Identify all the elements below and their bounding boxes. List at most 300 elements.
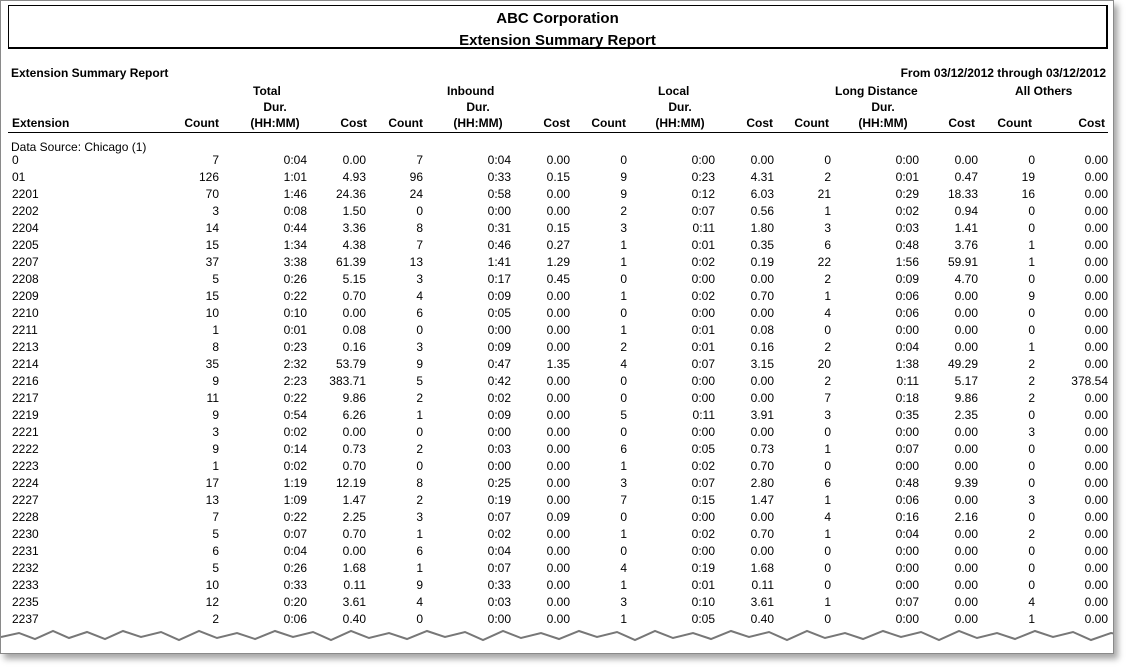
cell-others-count: 0 [1028, 272, 1035, 286]
table-row [8, 475, 1108, 492]
cell-inbound-dur: 0:04 [487, 544, 511, 558]
cell-total-dur: 0:06 [283, 612, 307, 626]
cell-total-cost: 0.70 [342, 527, 366, 541]
table-row [8, 577, 1108, 594]
cell-local-dur: 0:00 [691, 306, 715, 320]
col-ld-dur-top: Dur. [871, 100, 895, 114]
cell-others-count: 4 [1028, 595, 1035, 609]
cell-ld-count: 22 [817, 255, 831, 269]
cell-total-count: 8 [212, 340, 219, 354]
table-row [8, 237, 1108, 254]
cell-total-count: 5 [212, 527, 219, 541]
cell-total-cost: 383.71 [329, 374, 366, 388]
cell-others-count: 3 [1028, 493, 1035, 507]
cell-local-count: 9 [620, 170, 627, 184]
cell-ld-count: 1 [824, 204, 831, 218]
cell-ld-dur: 0:00 [895, 561, 919, 575]
cell-inbound-dur: 0:31 [487, 221, 511, 235]
cell-inbound-count: 3 [416, 510, 423, 524]
cell-local-count: 4 [620, 357, 627, 371]
cell-total-dur: 0:23 [283, 340, 307, 354]
col-inbound-count: Count [388, 116, 423, 130]
cell-inbound-count: 9 [416, 578, 423, 592]
table-row [8, 373, 1108, 390]
cell-local-cost: 2.80 [750, 476, 774, 490]
cell-inbound-cost: 0.00 [546, 187, 570, 201]
cell-ld-count: 3 [824, 221, 831, 235]
cell-extension: 2222 [12, 442, 39, 456]
cell-extension: 2202 [12, 204, 39, 218]
cell-ld-dur: 0:00 [895, 323, 919, 337]
cell-extension: 2235 [12, 595, 39, 609]
cell-total-dur: 0:07 [283, 527, 307, 541]
cell-local-cost: 4.31 [750, 170, 774, 184]
cell-ld-dur: 0:35 [895, 408, 919, 422]
cell-inbound-count: 4 [416, 289, 423, 303]
cell-others-cost: 0.00 [1084, 510, 1108, 524]
cell-inbound-cost: 0.00 [546, 289, 570, 303]
cell-extension: 2227 [12, 493, 39, 507]
cell-inbound-count: 8 [416, 221, 423, 235]
cell-inbound-dur: 0:33 [487, 578, 511, 592]
cell-total-count: 9 [212, 442, 219, 456]
cell-total-cost: 0.70 [342, 289, 366, 303]
cell-ld-cost: 4.70 [954, 272, 978, 286]
cell-total-dur: 0:44 [283, 221, 307, 235]
cell-ld-dur: 0:02 [895, 204, 919, 218]
cell-inbound-cost: 0.00 [546, 323, 570, 337]
col-others-cost: Cost [1078, 116, 1105, 130]
cell-local-count: 4 [620, 561, 627, 575]
cell-ld-cost: 5.17 [954, 374, 978, 388]
cell-ld-cost: 0.00 [954, 153, 978, 167]
cell-ld-cost: 0.00 [954, 289, 978, 303]
report-title-box [8, 5, 1108, 49]
cell-inbound-cost: 0.00 [546, 561, 570, 575]
cell-local-cost: 0.40 [750, 612, 774, 626]
cell-total-dur: 1:46 [283, 187, 307, 201]
cell-ld-dur: 0:04 [895, 527, 919, 541]
cell-ld-cost: 2.16 [954, 510, 978, 524]
cell-total-cost: 1.50 [342, 204, 366, 218]
cell-local-cost: 0.35 [750, 238, 774, 252]
cell-local-cost: 0.00 [750, 425, 774, 439]
table-row [8, 169, 1108, 186]
cell-local-dur: 0:00 [691, 544, 715, 558]
table-row [8, 594, 1108, 611]
col-ld-cost: Cost [948, 116, 975, 130]
cell-total-count: 10 [205, 306, 219, 320]
cell-inbound-count: 6 [416, 544, 423, 558]
cell-local-cost: 1.80 [750, 221, 774, 235]
cell-local-count: 0 [620, 153, 627, 167]
cell-inbound-cost: 0.00 [546, 340, 570, 354]
cell-local-count: 1 [620, 612, 627, 626]
report-subtitle: Extension Summary Report [11, 66, 169, 80]
cell-others-cost: 0.00 [1084, 323, 1108, 337]
cell-local-dur: 0:00 [691, 374, 715, 388]
cell-extension: 2230 [12, 527, 39, 541]
cell-inbound-dur: 0:09 [487, 408, 511, 422]
cell-others-cost: 0.00 [1084, 255, 1108, 269]
cell-total-dur: 0:26 [283, 272, 307, 286]
col-total-dur-top: Dur. [263, 100, 287, 114]
cell-local-cost: 0.00 [750, 272, 774, 286]
cell-inbound-dur: 0:02 [487, 391, 511, 405]
table-row [8, 339, 1108, 356]
table-body [8, 152, 1108, 628]
cell-ld-dur: 0:03 [895, 221, 919, 235]
cell-total-dur: 1:01 [283, 170, 307, 184]
cell-inbound-cost: 0.00 [546, 153, 570, 167]
cell-total-dur: 0:33 [283, 578, 307, 592]
cell-inbound-count: 24 [409, 187, 423, 201]
cell-ld-count: 0 [824, 612, 831, 626]
table-row [8, 152, 1108, 169]
table-row [8, 356, 1108, 373]
cell-local-count: 0 [620, 272, 627, 286]
cell-ld-dur: 1:56 [895, 255, 919, 269]
cell-ld-count: 1 [824, 493, 831, 507]
cell-inbound-count: 7 [416, 238, 423, 252]
cell-inbound-dur: 0:47 [487, 357, 511, 371]
table-row [8, 526, 1108, 543]
cell-extension: 0 [12, 153, 19, 167]
cell-local-cost: 0.00 [750, 544, 774, 558]
cell-inbound-count: 5 [416, 374, 423, 388]
table-row [8, 441, 1108, 458]
col-total-cost: Cost [340, 116, 367, 130]
table-row [8, 305, 1108, 322]
cell-total-cost: 0.00 [342, 544, 366, 558]
cell-ld-dur: 0:06 [895, 289, 919, 303]
col-others-count: Count [997, 116, 1032, 130]
cell-inbound-cost: 0.00 [546, 204, 570, 218]
cell-others-count: 0 [1028, 306, 1035, 320]
cell-ld-dur: 0:00 [895, 425, 919, 439]
cell-ld-dur: 0:00 [895, 153, 919, 167]
cell-local-cost: 6.03 [750, 187, 774, 201]
cell-total-dur: 0:01 [283, 323, 307, 337]
cell-local-count: 1 [620, 323, 627, 337]
cell-local-dur: 0:00 [691, 153, 715, 167]
cell-inbound-dur: 0:33 [487, 170, 511, 184]
cell-inbound-count: 1 [416, 561, 423, 575]
cell-extension: 2210 [12, 306, 39, 320]
cell-extension: 2211 [12, 323, 38, 337]
col-ld-count: Count [794, 116, 829, 130]
table-row [8, 560, 1108, 577]
cell-others-count: 2 [1028, 374, 1035, 388]
cell-total-count: 15 [205, 238, 219, 252]
cell-local-dur: 0:01 [691, 578, 715, 592]
cell-local-dur: 0:15 [691, 493, 715, 507]
cell-local-dur: 0:02 [691, 255, 715, 269]
table-row [8, 407, 1108, 424]
cell-others-count: 0 [1028, 442, 1035, 456]
cell-ld-count: 1 [824, 289, 831, 303]
cell-local-count: 3 [620, 595, 627, 609]
cell-local-count: 0 [620, 510, 627, 524]
cell-others-cost: 0.00 [1084, 204, 1108, 218]
cell-local-count: 0 [620, 544, 627, 558]
cell-inbound-dur: 0:07 [487, 510, 511, 524]
cell-local-dur: 0:00 [691, 425, 715, 439]
cell-total-cost: 3.36 [342, 221, 366, 235]
cell-local-count: 1 [620, 459, 627, 473]
cell-total-dur: 0:22 [283, 289, 307, 303]
cell-inbound-dur: 0:07 [487, 561, 511, 575]
cell-inbound-cost: 0.00 [546, 374, 570, 388]
cell-total-cost: 4.93 [342, 170, 366, 184]
cell-local-dur: 0:05 [691, 612, 715, 626]
col-local-dur: (HH:MM) [655, 116, 705, 130]
cell-ld-count: 6 [824, 238, 831, 252]
cell-total-count: 13 [205, 493, 219, 507]
cell-ld-count: 7 [824, 391, 831, 405]
cell-local-cost: 0.11 [751, 578, 774, 592]
cell-local-dur: 0:10 [691, 595, 715, 609]
cell-total-cost: 0.40 [342, 612, 366, 626]
cell-ld-cost: 0.00 [954, 578, 978, 592]
cell-total-dur: 2:23 [283, 374, 307, 388]
col-local-dur-top: Dur. [668, 100, 692, 114]
cell-local-dur: 0:05 [691, 442, 715, 456]
cell-inbound-cost: 0.00 [546, 425, 570, 439]
cell-ld-count: 20 [817, 357, 831, 371]
cell-inbound-dur: 0:05 [487, 306, 511, 320]
cell-others-cost: 0.00 [1084, 493, 1108, 507]
cell-total-dur: 0:04 [283, 153, 307, 167]
cell-local-cost: 1.47 [750, 493, 774, 507]
cell-inbound-count: 2 [416, 391, 423, 405]
cell-ld-cost: 0.47 [954, 170, 978, 184]
cell-ld-count: 2 [824, 374, 831, 388]
cell-others-cost: 0.00 [1084, 544, 1108, 558]
cell-local-cost: 3.91 [750, 408, 774, 422]
cell-others-cost: 0.00 [1084, 561, 1108, 575]
cell-local-cost: 1.68 [750, 561, 774, 575]
cell-inbound-dur: 0:02 [487, 527, 511, 541]
cell-inbound-cost: 0.00 [546, 544, 570, 558]
cell-total-count: 126 [198, 170, 219, 184]
cell-others-count: 16 [1021, 187, 1035, 201]
cell-inbound-cost: 0.00 [546, 493, 570, 507]
cell-ld-cost: 0.00 [954, 323, 978, 337]
cell-total-cost: 53.79 [335, 357, 366, 371]
cell-inbound-count: 2 [416, 442, 423, 456]
cell-inbound-cost: 0.00 [546, 442, 570, 456]
cell-others-count: 0 [1028, 204, 1035, 218]
cell-others-cost: 0.00 [1084, 391, 1108, 405]
cell-ld-dur: 0:00 [895, 544, 919, 558]
cell-total-dur: 0:14 [283, 442, 307, 456]
cell-local-dur: 0:00 [691, 272, 715, 286]
cell-ld-dur: 0:01 [895, 170, 919, 184]
cell-inbound-cost: 0.15 [546, 170, 570, 184]
cell-others-cost: 0.00 [1084, 357, 1108, 371]
cell-total-cost: 0.00 [342, 425, 366, 439]
cell-total-cost: 61.39 [335, 255, 366, 269]
cell-inbound-dur: 0:46 [487, 238, 511, 252]
torn-edge [1, 619, 1114, 654]
cell-others-count: 1 [1028, 340, 1035, 354]
cell-ld-cost: 18.33 [947, 187, 978, 201]
cell-total-count: 7 [212, 153, 219, 167]
cell-ld-count: 0 [824, 323, 831, 337]
cell-ld-dur: 0:00 [895, 578, 919, 592]
cell-inbound-count: 0 [416, 204, 423, 218]
cell-others-cost: 0.00 [1084, 527, 1108, 541]
col-inbound-dur: (HH:MM) [453, 116, 503, 130]
cell-local-cost: 3.61 [750, 595, 774, 609]
cell-ld-count: 2 [824, 340, 831, 354]
cell-local-dur: 0:07 [691, 357, 715, 371]
cell-total-cost: 4.38 [342, 238, 366, 252]
cell-others-cost: 378.54 [1071, 374, 1108, 388]
cell-total-cost: 2.25 [342, 510, 366, 524]
cell-others-count: 0 [1028, 323, 1035, 337]
cell-ld-cost: 0.00 [954, 561, 978, 575]
cell-local-cost: 0.19 [750, 255, 774, 269]
cell-inbound-dur: 0:09 [487, 289, 511, 303]
cell-extension: 2217 [12, 391, 39, 405]
cell-others-cost: 0.00 [1084, 221, 1108, 235]
table-row [8, 322, 1108, 339]
table-row [8, 271, 1108, 288]
cell-inbound-cost: 0.00 [546, 459, 570, 473]
cell-total-count: 70 [205, 187, 219, 201]
cell-local-dur: 0:00 [691, 391, 715, 405]
cell-local-dur: 0:02 [691, 459, 715, 473]
table-row [8, 220, 1108, 237]
cell-total-cost: 0.16 [342, 340, 366, 354]
cell-local-count: 1 [620, 578, 627, 592]
cell-local-count: 5 [620, 408, 627, 422]
cell-ld-count: 3 [824, 408, 831, 422]
cell-ld-cost: 59.91 [947, 255, 978, 269]
table-row [8, 288, 1108, 305]
cell-local-cost: 0.08 [750, 323, 774, 337]
cell-ld-cost: 9.86 [954, 391, 978, 405]
cell-local-cost: 0.00 [750, 510, 774, 524]
cell-inbound-dur: 0:58 [487, 187, 511, 201]
cell-ld-count: 4 [824, 306, 831, 320]
cell-local-count: 0 [620, 425, 627, 439]
cell-ld-dur: 0:00 [895, 459, 919, 473]
cell-ld-cost: 0.94 [954, 204, 978, 218]
cell-ld-count: 0 [824, 425, 831, 439]
cell-inbound-dur: 0:04 [487, 153, 511, 167]
cell-local-cost: 3.15 [750, 357, 774, 371]
cell-inbound-cost: 0.09 [546, 510, 570, 524]
cell-others-cost: 0.00 [1084, 289, 1108, 303]
cell-others-count: 1 [1028, 255, 1035, 269]
table-row [8, 254, 1108, 271]
cell-total-dur: 1:34 [283, 238, 307, 252]
cell-ld-dur: 0:09 [895, 272, 919, 286]
cell-ld-count: 0 [824, 544, 831, 558]
group-long-distance-heading: Long Distance [835, 84, 918, 98]
cell-local-cost: 0.00 [750, 374, 774, 388]
cell-local-count: 0 [620, 374, 627, 388]
cell-ld-cost: 0.00 [954, 340, 978, 354]
cell-inbound-count: 4 [416, 595, 423, 609]
cell-extension: 01 [12, 170, 26, 184]
cell-local-count: 1 [620, 289, 627, 303]
cell-total-count: 10 [205, 578, 219, 592]
cell-total-count: 35 [205, 357, 219, 371]
cell-ld-dur: 0:29 [895, 187, 919, 201]
cell-others-cost: 0.00 [1084, 306, 1108, 320]
cell-total-count: 11 [206, 391, 219, 405]
table-row [8, 458, 1108, 475]
cell-local-dur: 0:02 [691, 527, 715, 541]
col-ld-dur: (HH:MM) [858, 116, 908, 130]
table-row [8, 424, 1108, 441]
cell-inbound-dur: 0:19 [487, 493, 511, 507]
cell-extension: 2204 [12, 221, 39, 235]
cell-ld-dur: 0:07 [895, 442, 919, 456]
cell-local-cost: 0.00 [750, 391, 774, 405]
cell-total-dur: 0:54 [283, 408, 307, 422]
cell-others-cost: 0.00 [1084, 459, 1108, 473]
cell-inbound-dur: 0:00 [487, 459, 511, 473]
cell-inbound-cost: 0.00 [546, 595, 570, 609]
cell-inbound-dur: 0:42 [487, 374, 511, 388]
cell-inbound-cost: 0.00 [546, 578, 570, 592]
col-local-cost: Cost [746, 116, 773, 130]
cell-inbound-count: 7 [416, 153, 423, 167]
cell-extension: 2214 [12, 357, 39, 371]
cell-extension: 2232 [12, 561, 39, 575]
cell-others-count: 3 [1028, 425, 1035, 439]
cell-total-dur: 0:02 [283, 425, 307, 439]
cell-local-dur: 0:11 [692, 408, 715, 422]
cell-inbound-cost: 0.15 [546, 221, 570, 235]
cell-inbound-dur: 0:00 [487, 323, 511, 337]
cell-total-count: 3 [212, 204, 219, 218]
cell-local-dur: 0:19 [691, 561, 715, 575]
cell-inbound-count: 0 [416, 459, 423, 473]
cell-ld-count: 2 [824, 272, 831, 286]
cell-extension: 2221 [12, 425, 39, 439]
cell-local-cost: 0.73 [750, 442, 774, 456]
cell-others-cost: 0.00 [1084, 272, 1108, 286]
cell-total-count: 6 [212, 544, 219, 558]
cell-ld-count: 1 [824, 595, 831, 609]
cell-others-count: 2 [1028, 527, 1035, 541]
cell-total-count: 7 [212, 510, 219, 524]
group-local-heading: Local [658, 84, 690, 98]
cell-extension: 2233 [12, 578, 39, 592]
cell-local-count: 3 [620, 221, 627, 235]
cell-others-cost: 0.00 [1084, 238, 1108, 252]
cell-total-count: 9 [212, 374, 219, 388]
cell-inbound-dur: 0:25 [487, 476, 511, 490]
cell-ld-dur: 0:11 [896, 374, 919, 388]
cell-inbound-count: 0 [416, 425, 423, 439]
col-local-count: Count [591, 116, 626, 130]
cell-inbound-dur: 0:00 [487, 425, 511, 439]
cell-local-count: 2 [620, 204, 627, 218]
cell-inbound-count: 13 [409, 255, 423, 269]
cell-local-dur: 0:07 [691, 476, 715, 490]
cell-inbound-count: 0 [416, 323, 423, 337]
table-row [8, 543, 1108, 560]
cell-inbound-count: 0 [416, 612, 423, 626]
table-row [8, 390, 1108, 407]
